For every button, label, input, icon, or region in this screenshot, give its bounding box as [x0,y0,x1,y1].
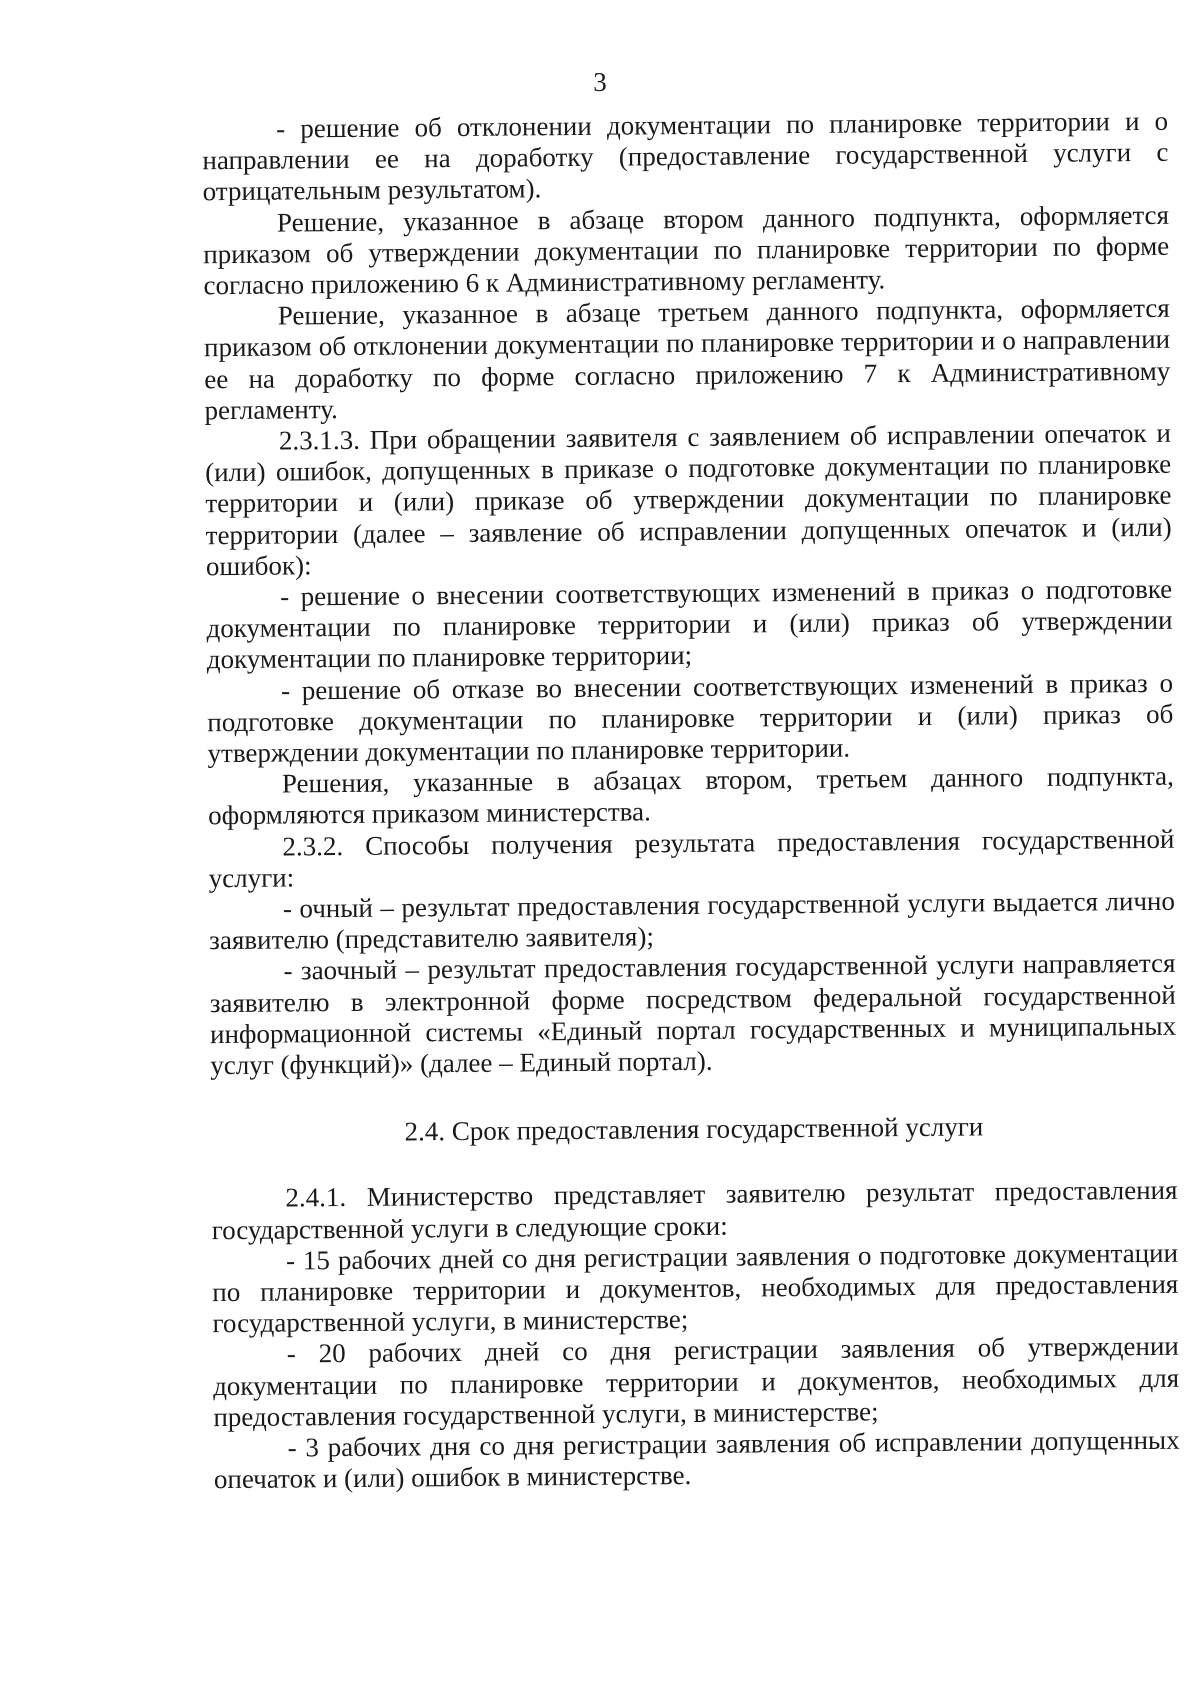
paragraph-deadline-20-days: - 20 рабочих дней со дня регистрации заявления об утверждении документации по планировке территории и документов, необходимых для предоставления государственной услуги, в министерстве; [212,1331,1180,1432]
paragraph-in-person: - очный – результат предоставления государственной услуги выдается лично заявителю (представителю заявителя); [209,885,1176,956]
section-heading: 2.4. Срок предоставления государственной услуги [404,1111,984,1147]
paragraph-rejection-decision: - решение об отклонении документации по планировке территории и о направлении ее на доработку (предоставление государственной услуги с отрицательным результатом). [202,105,1169,207]
paragraph-rejection-order: Решение, указанное в абзаце третьем данного подпункта, оформляется приказом об отклонении документации по планировке территории и о направлении ее на доработку по форме согласно приложению 7 к Административному регламенту. [203,292,1171,426]
paragraph-amendment-refusal: - решение об отказе во внесении соответствующих изменений в приказ о подготовке документации по планировке территории и (или) приказ об утверждении документации по планировке территории. [207,667,1174,769]
paragraph-approval-order: Решение, указанное в абзаце втором данного подпункта, оформляется приказом об утверждении документации по планировке территории по форме согласно приложению 6 к Административному регламенту. [203,199,1170,301]
document-body [202,106,1180,1496]
paragraph-ministry-order: Решения, указанные в абзацах втором, третьем данного подпункта, оформляются приказом министерства. [208,761,1174,831]
paragraph-deadlines-intro: 2.4.1. Министерство представляет заявителю результат предоставления государственной услуги в следующие сроки: [211,1175,1178,1245]
paragraph-result-methods: 2.3.2. Способы получения результата предоставления государственной услуги: [208,823,1175,894]
paragraph-remote: - заочный – результат предоставления государственной услуги направляется заявителю в электронной форме посредством федеральной государственной информационной системы «Единый портал государственных и муниципальных услуг (функций)» (далее – Единый портал). [209,948,1177,1081]
paragraph-deadline-3-days: - 3 рабочих дня со дня регистрации заявления об исправлении допущенных опечаток и (или) ошибок в министерстве. [213,1424,1180,1495]
paragraph-correction-request: 2.3.1.3. При обращении заявителя с заявлением об исправлении опечаток и (или) ошибок, допущенных в приказе о подготовке документации по планировке территории и (или) приказе об утверждении документации по планировке территории (далее – заявление об исправлении допущенных опечаток и (или) ошибок): [205,417,1172,582]
page-number: 3 [593,67,607,97]
paragraph-amendment-decision: - решение о внесении соответствующих изменений в приказ о подготовке документации по планировке территории и (или) приказ об утверждении документации по планировке территории; [206,573,1173,675]
paragraph-deadline-15-days: - 15 рабочих дней со дня регистрации заявления о подготовке документации по планировке территории и документов, необходимых для предоставления государственной услуги, в министерстве; [212,1237,1179,1339]
